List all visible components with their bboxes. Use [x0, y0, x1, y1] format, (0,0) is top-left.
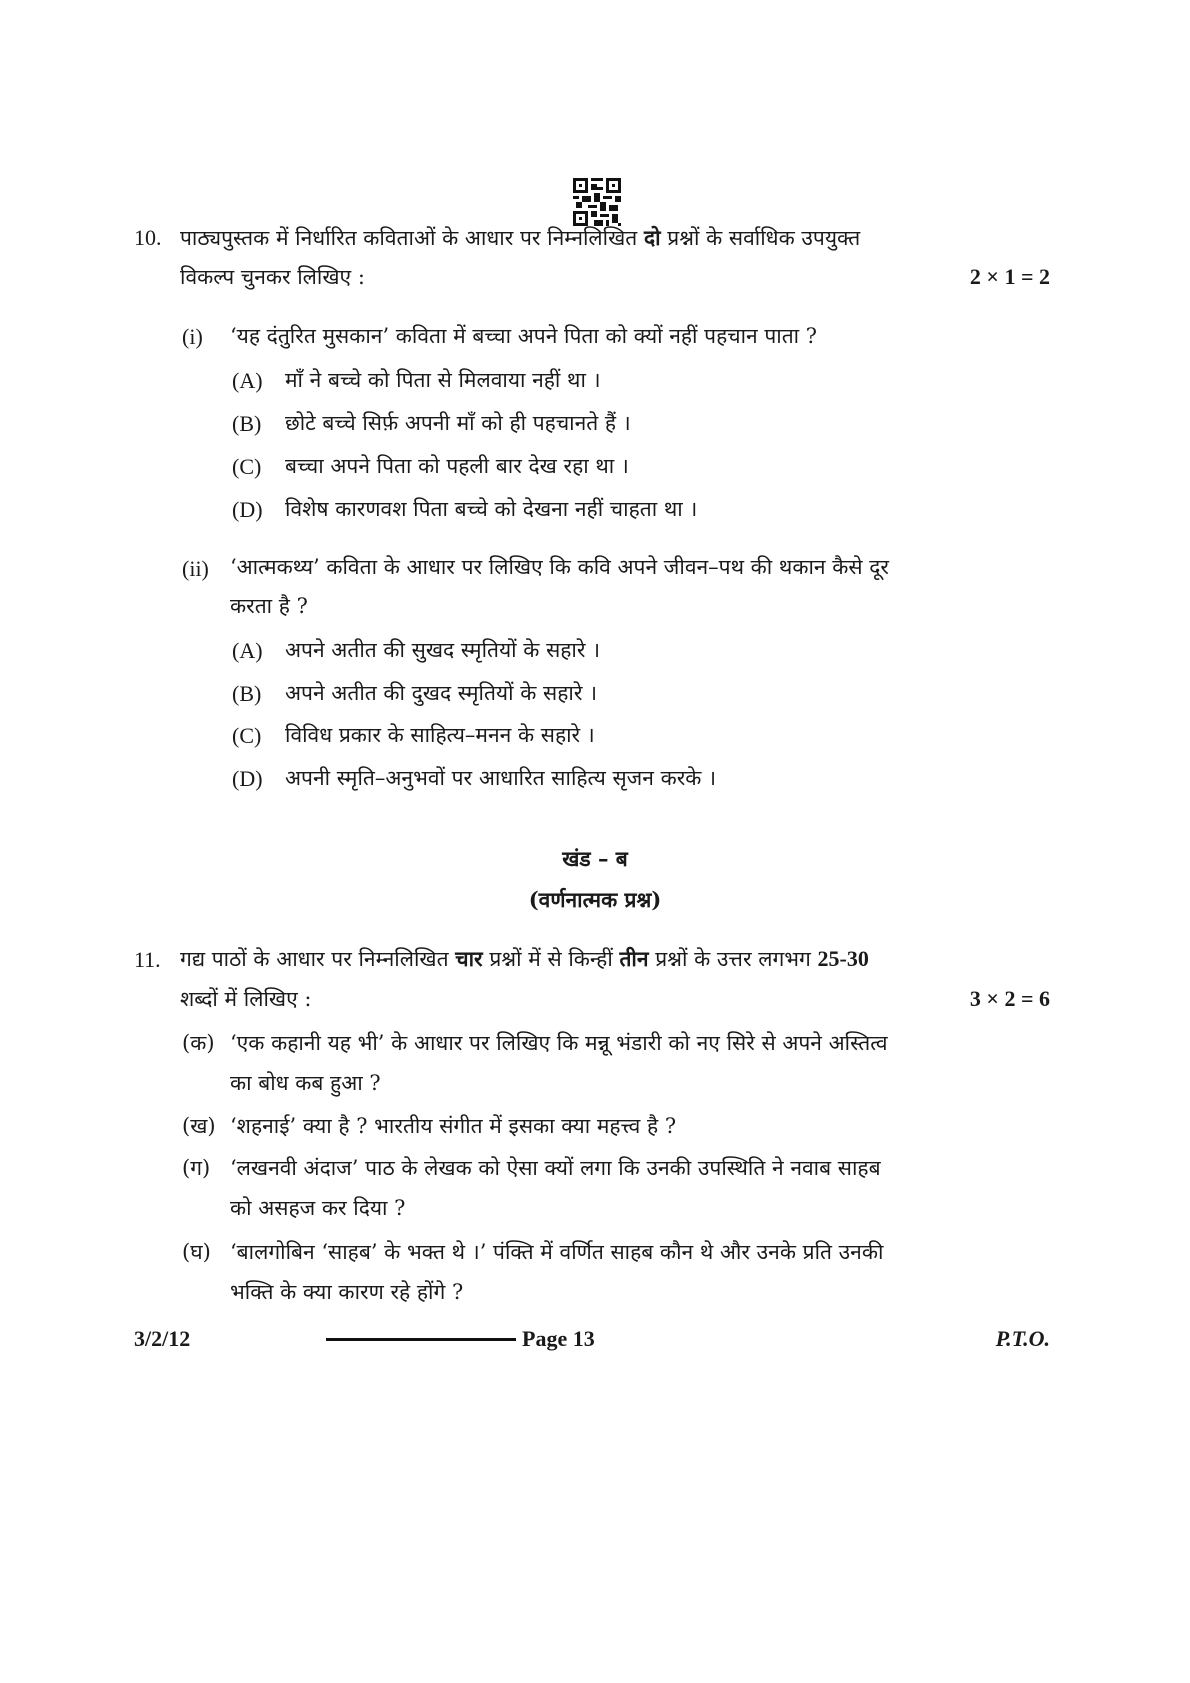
intro-text: पाठ्यपुस्तक में निर्धारित कविताओं के आधार पर निम्नलिखित	[180, 226, 644, 250]
subquestion-text: ‘आत्मकथ्य’ कविता के आधार पर लिखिए कि कवि अपने जीवन–पथ की थकान कैसे दूर	[230, 555, 889, 579]
qr-code-icon	[573, 178, 621, 226]
question-number: 11.	[134, 947, 161, 972]
intro-emphasis: चार	[455, 946, 483, 971]
question-number: 10.	[134, 225, 162, 250]
option-text: अपने अतीत की दुखद स्मृतियों के सहारे ।	[285, 681, 598, 705]
subquestion-label: (ग)	[182, 1156, 211, 1180]
subquestion-label: (ख)	[182, 1114, 216, 1138]
subquestion-text-line2: भक्ति के क्या कारण रहे होंगे ?	[230, 1280, 464, 1304]
intro-text: प्रश्नों के उत्तर लगभग	[648, 947, 818, 971]
subquestion-text-line2: का बोध कब हुआ ?	[230, 1071, 381, 1095]
marks-allocation: 3 × 2 = 6	[969, 986, 1050, 1011]
section-subtitle: (वर्णनात्मक प्रश्न)	[528, 887, 662, 912]
option-text: विविध प्रकार के साहित्य–मनन के सहारे ।	[285, 723, 595, 747]
intro-emphasis: दो	[643, 225, 661, 250]
subquestion-label: (ii)	[182, 556, 209, 581]
option-text: छोटे बच्चे सिर्फ़ अपनी माँ को ही पहचानते हैं ।	[285, 411, 631, 435]
option-label: (B)	[232, 411, 262, 436]
option-text: विशेष कारणवश पिता बच्चे को देखना नहीं चाहता था ।	[285, 497, 698, 521]
subquestion-text: ‘यह दंतुरित मुसकान’ कविता में बच्चा अपने पिता को क्यों नहीं पहचान पाता ?	[230, 324, 818, 348]
option-text: बच्चा अपने पिता को पहली बार देख रहा था ।	[285, 454, 629, 478]
question-intro-line2: शब्दों में लिखिए :	[180, 987, 312, 1011]
section-title: खंड – ब	[562, 846, 628, 871]
pto-label: P.T.O.	[995, 1326, 1050, 1351]
intro-text: गद्य पाठों के आधार पर निम्नलिखित	[180, 947, 456, 971]
question-intro-line2: विकल्प चुनकर लिखिए :	[180, 265, 365, 289]
option-label: (B)	[232, 681, 262, 706]
subquestion-label: (घ)	[182, 1240, 211, 1264]
option-label: (D)	[232, 766, 263, 791]
option-label: (D)	[232, 497, 263, 522]
marks-allocation: 2 × 1 = 2	[969, 264, 1050, 289]
option-text: अपने अतीत की सुखद स्मृतियों के सहारे ।	[285, 638, 601, 662]
page-number: Page 13	[522, 1326, 595, 1351]
option-text: अपनी स्मृति–अनुभवों पर आधारित साहित्य सृजन करके ।	[285, 766, 717, 790]
footer-divider	[326, 1338, 516, 1341]
subquestion-text-line2: करता है ?	[230, 594, 308, 618]
intro-text: प्रश्नों के सर्वाधिक उपयुक्त	[660, 226, 861, 250]
subquestion-text: ‘लखनवी अंदाज’ पाठ के लेखक को ऐसा क्यों लगा कि उनकी उपस्थिति ने नवाब साहब	[230, 1156, 881, 1180]
intro-emphasis: तीन	[619, 946, 649, 971]
subquestion-text-line2: को असहज कर दिया ?	[230, 1196, 406, 1220]
option-label: (A)	[232, 638, 263, 663]
word-limit: 25-30	[817, 946, 869, 971]
option-label: (C)	[232, 723, 262, 748]
subquestion-text: ‘शहनाई’ क्या है ? भारतीय संगीत में इसका क्या महत्त्व है ?	[230, 1114, 677, 1138]
option-label: (C)	[232, 454, 262, 479]
option-text: माँ ने बच्चे को पिता से मिलवाया नहीं था ।	[285, 368, 601, 392]
question-intro	[180, 224, 860, 252]
subquestion-text: ‘एक कहानी यह भी’ के आधार पर लिखिए कि मन्नू भंडारी को नए सिरे से अपने अस्तित्व	[230, 1031, 888, 1055]
option-label: (A)	[232, 368, 263, 393]
intro-text: प्रश्नों में से किन्हीं	[482, 947, 620, 971]
question-intro	[180, 945, 869, 973]
subquestion-label: (क)	[182, 1031, 215, 1055]
subquestion-text: ‘बालगोबिन ‘साहब’ के भक्त थे ।’ पंक्ति में वर्णित साहब कौन थे और उनके प्रति उनकी	[230, 1240, 884, 1264]
subquestion-label: (i)	[182, 324, 203, 349]
paper-code: 3/2/12	[134, 1326, 191, 1351]
